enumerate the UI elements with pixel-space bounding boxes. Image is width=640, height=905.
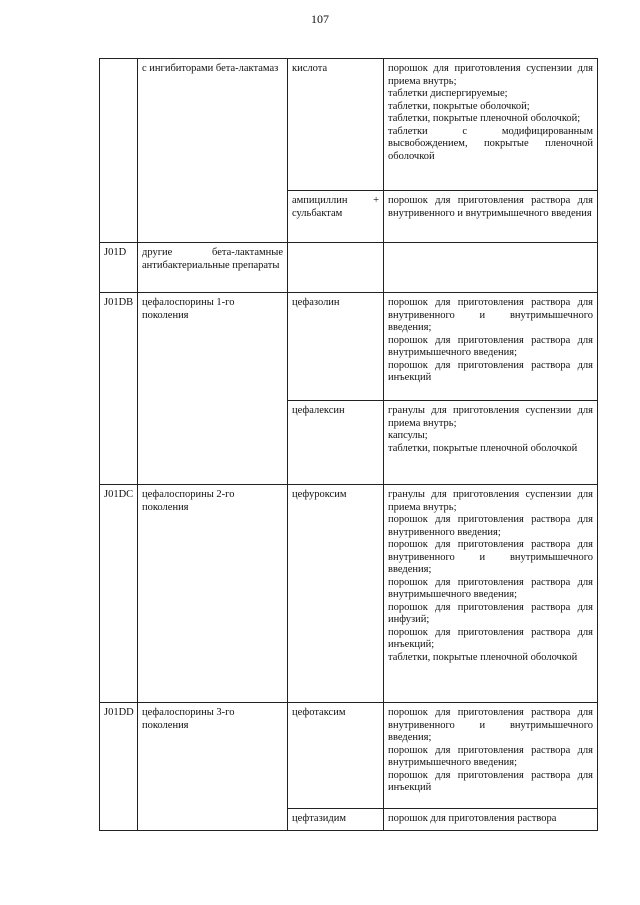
dosage-form: порошок для приготовления раствора для инфузий; <box>388 601 593 625</box>
dosage-form: порошок для приготовления раствора для внутривенного введения; <box>388 514 593 538</box>
dosage-form: порошок для приготовления раствора для внутривенного и внутримышечного введения; <box>388 539 593 575</box>
table-row <box>100 243 598 293</box>
dosage-form: капсулы; <box>388 430 428 441</box>
dosage-form: таблетки, покрытые пленочной оболочкой <box>388 442 578 454</box>
table-row <box>100 703 598 809</box>
dosage-form: гранулы для приготовления суспензии для приема внутрь; <box>388 489 593 513</box>
dosage-form: порошок для приготовления суспензии для приема внутрь; <box>388 63 593 87</box>
atc-code-cell: J01DC <box>100 485 138 703</box>
dosage-forms-cell <box>384 809 598 831</box>
dosage-forms-cell <box>384 293 598 401</box>
dosage-form: порошок для приготовления раствора для инъекций <box>388 769 593 793</box>
group-name-cell: цефалоспорины 2-го поколения <box>138 485 288 703</box>
table-row <box>100 485 598 703</box>
atc-code-cell: J01DD <box>100 703 138 831</box>
dosage-forms-cell <box>384 703 598 809</box>
dosage-form: таблетки, покрытые пленочной оболочкой; <box>388 113 581 124</box>
dosage-form: таблетки, покрытые оболочкой; <box>388 100 530 112</box>
dosage-form: порошок для приготовления раствора для внутримышечного введения; <box>388 744 593 768</box>
dosage-form: порошок для приготовления раствора <box>388 813 557 824</box>
dosage-form: порошок для приготовления раствора для внутривенного и внутримышечного введения <box>388 195 593 219</box>
drug-name-cell: цефотаксим <box>288 703 384 809</box>
drug-classification-table <box>99 58 598 831</box>
dosage-forms-cell <box>384 191 598 243</box>
dosage-forms-cell <box>384 243 598 293</box>
atc-code-cell: J01DB <box>100 293 138 485</box>
dosage-form: гранулы для приготовления суспензии для приема внутрь; <box>388 405 593 429</box>
table-row <box>100 293 598 401</box>
dosage-form: порошок для приготовления раствора для внутривенного и внутримышечного введения; <box>388 297 593 333</box>
group-name-cell: с ингибиторами бета-лактамаз <box>138 59 288 243</box>
page-number: 107 <box>311 12 329 26</box>
dosage-forms-cell <box>384 485 598 703</box>
dosage-form: порошок для приготовления раствора для внутримышечного введения; <box>388 576 593 600</box>
drug-name-cell: цефуроксим <box>288 485 384 703</box>
dosage-form: таблетки с модифицированным высвобождением, покрытые пленочной оболочкой <box>388 125 593 162</box>
dosage-form: порошок для приготовления раствора для внутривенного и внутримышечного введения; <box>388 707 593 743</box>
drug-name-cell: кислота <box>288 59 384 191</box>
drug-name-cell: цефалексин <box>288 401 384 485</box>
atc-code-cell <box>100 59 138 243</box>
drug-name-cell: цефазолин <box>288 293 384 401</box>
dosage-form: таблетки, покрытые пленочной оболочкой <box>388 651 578 663</box>
atc-code-cell: J01D <box>100 243 138 293</box>
group-name-cell: цефалоспорины 3-го поколения <box>138 703 288 831</box>
dosage-form: таблетки диспергируемые; <box>388 88 508 99</box>
group-name-cell: цефалоспорины 1-го поколения <box>138 293 288 485</box>
dosage-forms-cell <box>384 401 598 485</box>
dosage-forms-cell <box>384 59 598 191</box>
table-row <box>100 59 598 191</box>
dosage-form: порошок для приготовления раствора для инъекций <box>388 359 593 383</box>
dosage-form: порошок для приготовления раствора для внутримышечного введения; <box>388 334 593 358</box>
drug-name-cell: ампициллин + сульбактам <box>288 191 384 243</box>
drug-name-cell <box>288 243 384 293</box>
dosage-form: порошок для приготовления раствора для инъекций; <box>388 626 593 650</box>
drug-name-cell: цефтазидим <box>288 809 384 831</box>
group-name-cell: другие бета-лактамные антибактериальные препараты <box>138 243 288 293</box>
